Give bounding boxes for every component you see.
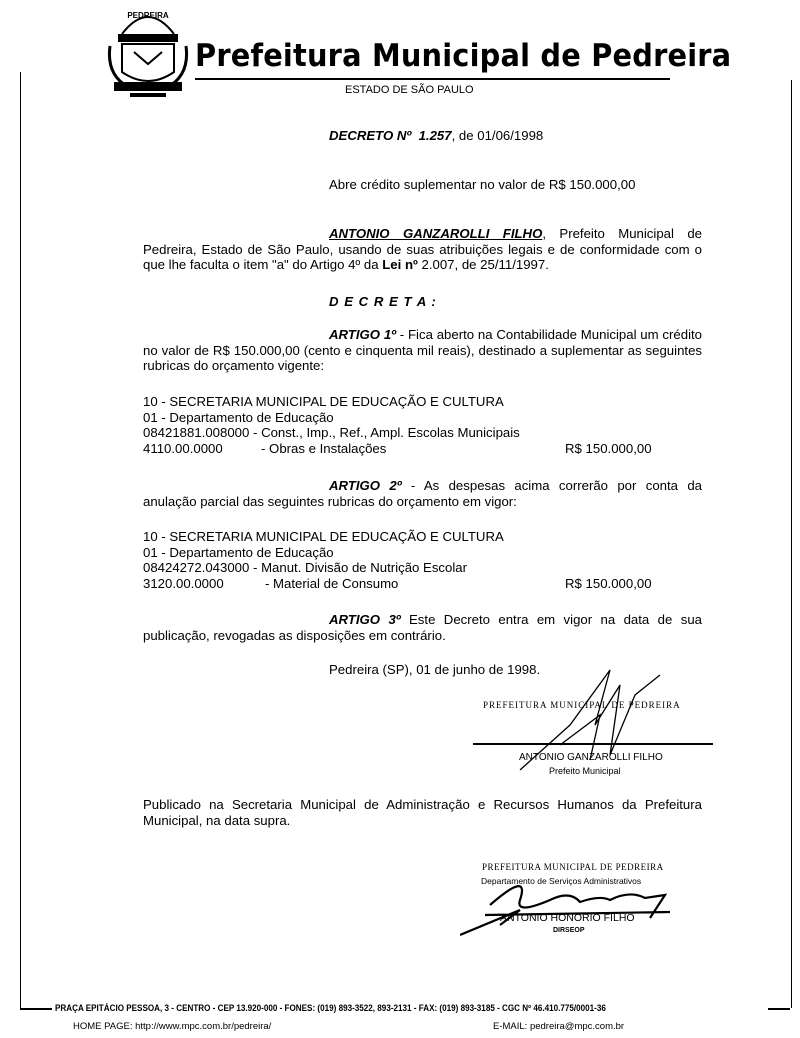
decree-summary: Abre crédito suplementar no valor de R$ 150.000,00 [329, 177, 636, 192]
place-date: Pedreira (SP), 01 de junho de 1998. [329, 662, 541, 677]
footer-address: PRAÇA EPITÁCIO PESSOA, 3 - CENTRO - CEP 13.920-000 - FONES: (019) 893-3522, 893-2131 - FAX: (019) 893-3185 - CGC Nº 46.410.775/0001-36 [55, 1003, 606, 1013]
article-3: ARTIGO 3º Este Decreto entra em vigor na data de sua publicação, revogadas as disposições em contrário. [143, 612, 702, 643]
preamble: ANTONIO GANZAROLLI FILHO, Prefeito Municipal de Pedreira, Estado de São Paulo, usando de suas atribuições legais e de conformidade com o que lhe faculta o item "a" do Artigo 4º da Lei nº 2.007, de 25/11/1997. [143, 226, 702, 272]
header-state: ESTADO DE SÃO PAULO [345, 84, 474, 96]
footer-email[interactable]: E-MAIL: pedreira@mpc.com.br [493, 1021, 625, 1032]
border-bottom-right [768, 1008, 790, 1010]
coat-of-arms-logo [104, 4, 192, 100]
title-underline [195, 78, 670, 80]
budget-block-1: 10 - SECRETARIA MUNICIPAL DE EDUCAÇÃO E CULTURA 01 - Departamento de Educação 08421881.008000 - Const., Imp., Ref., Ampl. Escolas Municipais 4110.00.0000 - Obras e Instalações R$ 150.000,00 [143, 394, 652, 456]
handwritten-signature-1 [500, 665, 680, 775]
decree-document: PEDREIRA Prefeitura Municipal de Pedreira ESTADO DE SÃO PAULO DECRETO Nº 1.257, de 01/06/1998 Abre crédito suplementar no valor de R$ 150.000,00 ANTONIO GANZAROLLI FILHO, Prefeito Municipal de Pedreira, Estado de São Paulo, usando de suas atribuições legais e de conformidade com o que lhe faculta o item "a" do Artigo 4º da Lei nº 2.007, de 25/11/1997. D E C R E T A : ARTIGO 1º - Fica aberto na Contabilidade Municipal um crédito no valor de R$ 150.000,00 (cento e cinquenta mil reais), destinado a suplementar as seguintes rubricas do orçamento vigente: 10 - SECRETARIA MUNICIPAL DE EDUCAÇÃO E CULTURA 01 - Departamento de Educação 08421881.008000 - Const., Imp., Ref., Ampl. Escolas Municipais 4110.00.0000 - Obras e Instalações R$ 150.000,00 ARTIGO 2º - As despesas acima correrão por conta da anulação parcial das seguintes rubricas do orçamento em vigor: 10 - SECRETARIA MUNICIPAL DE EDUCAÇÃO E CULTURA 01 - Departamento de Educação 08424272.043000 - Manut. Divisão de Nutrição Escolar 3120.00.0000 - Material de Consumo R$ 150.000,00 ARTIGO 3º Este Decreto entra em vigor na data de sua publicação, revogadas as disposições em contrário. Pedreira (SP), 01 de junho de 1998. PREFEITURA MUNICIPAL DE PEDREIRA ANTONIO GANZAROLLI FILHO Prefeito Municipal Publicado na Secretaria Municipal de Administração e Recursos Humanos da Prefeitura Municipal, na data supra. PREFEITURA MUNICIPAL DE PEDREIRA Departamento de Serviços Administrativos ANTONIO HONORIO FILHO DIRSEOP PRAÇA EPITÁCIO PESSOA, 3 - CENTRO - CEP 13.920-000 - FONES: (019) 893-3522, 893-2131 - FAX: (019) 893-3185 - CGC Nº 46.410.775/0001-36 HOME PAGE: http://www.mpc.com.br/pedreira/ E-MAIL: pedreira@mpc.com.br [0, 0, 800, 1038]
decree-heading: DECRETO Nº 1.257, de 01/06/1998 [329, 128, 544, 143]
article-1: ARTIGO 1º - Fica aberto na Contabilidade Municipal um crédito no valor de R$ 150.000,00 (cento e cinquenta mil reais), destinado a suplementar as seguintes rubricas do orçamento vigente: [143, 327, 703, 373]
decreta-heading: D E C R E T A : [329, 294, 437, 309]
publication-note: Publicado na Secretaria Municipal de Administração e Recursos Humanos da Prefeitura Municipal, na data supra. [143, 797, 702, 828]
footer-homepage[interactable]: HOME PAGE: http://www.mpc.com.br/pedreira/ [73, 1021, 272, 1032]
budget-block-2: 10 - SECRETARIA MUNICIPAL DE EDUCAÇÃO E CULTURA 01 - Departamento de Educação 08424272.043000 - Manut. Divisão de Nutrição Escolar 3120.00.0000 - Material de Consumo R$ 150.000,00 [143, 529, 652, 591]
header-title: Prefeitura Municipal de Pedreira [195, 38, 732, 74]
article-2: ARTIGO 2º - As despesas acima correrão por conta da anulação parcial das seguintes rubricas do orçamento em vigor: [143, 478, 702, 509]
svg-text:PEDREIRA: PEDREIRA [127, 11, 169, 20]
border-bottom-left [20, 1008, 52, 1010]
handwritten-signature-2 [460, 870, 680, 940]
